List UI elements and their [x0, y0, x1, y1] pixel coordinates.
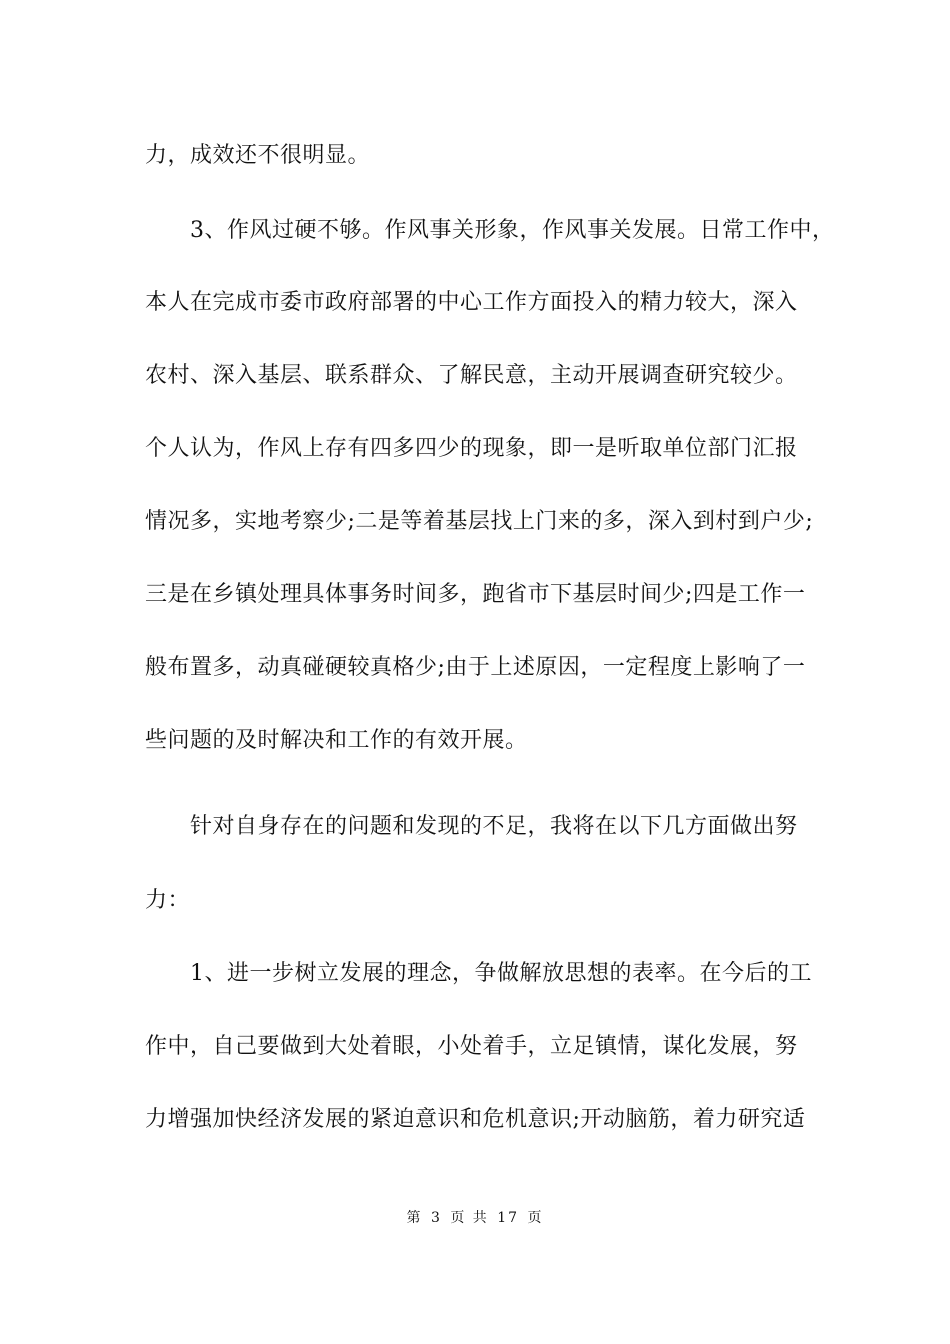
text-line: 个人认为，作风上存有四多四少的现象，即一是听取单位部门汇报 [145, 436, 798, 461]
total-page-count: 17 [497, 1210, 520, 1226]
text-line: 本人在完成市委市政府部署的中心工作方面投入的精力较大，深入 [145, 290, 798, 315]
text-line: 3、作风过硬不够。作风事关形象，作风事关发展。日常工作中， [190, 218, 835, 243]
text-line: 农村、深入基层、联系群众、了解民意，主动开展调查研究较少。 [145, 363, 798, 388]
text-line: 力，成效还不很明显。 [145, 143, 371, 168]
text-line: 力： [145, 888, 191, 913]
footer-middle: 页 共 [450, 1210, 489, 1226]
page-footer [0, 1208, 950, 1228]
text-line: 作中，自己要做到大处着眼，小处着手，立足镇情，谋化发展，努 [145, 1034, 798, 1059]
footer-prefix: 第 [406, 1210, 423, 1226]
text-line: 些问题的及时解决和工作的有效开展。 [145, 728, 528, 753]
text-line: 力增强加快经济发展的紧迫意识和危机意识;开动脑筋，着力研究适 [145, 1107, 806, 1132]
text-line: 情况多，实地考察少;二是等着基层找上门来的多，深入到村到户少; [145, 509, 814, 534]
text-line: 针对自身存在的问题和发现的不足，我将在以下几方面做出努 [190, 814, 798, 839]
text-line: 1、进一步树立发展的理念，争做解放思想的表率。在今后的工 [190, 961, 812, 986]
footer-suffix: 页 [527, 1210, 544, 1226]
current-page-number: 3 [430, 1210, 442, 1226]
text-line: 般布置多，动真碰硬较真格少;由于上述原因，一定程度上影响了一 [145, 655, 806, 680]
text-line: 三是在乡镇处理具体事务时间多，跑省市下基层时间少;四是工作一 [145, 582, 806, 607]
